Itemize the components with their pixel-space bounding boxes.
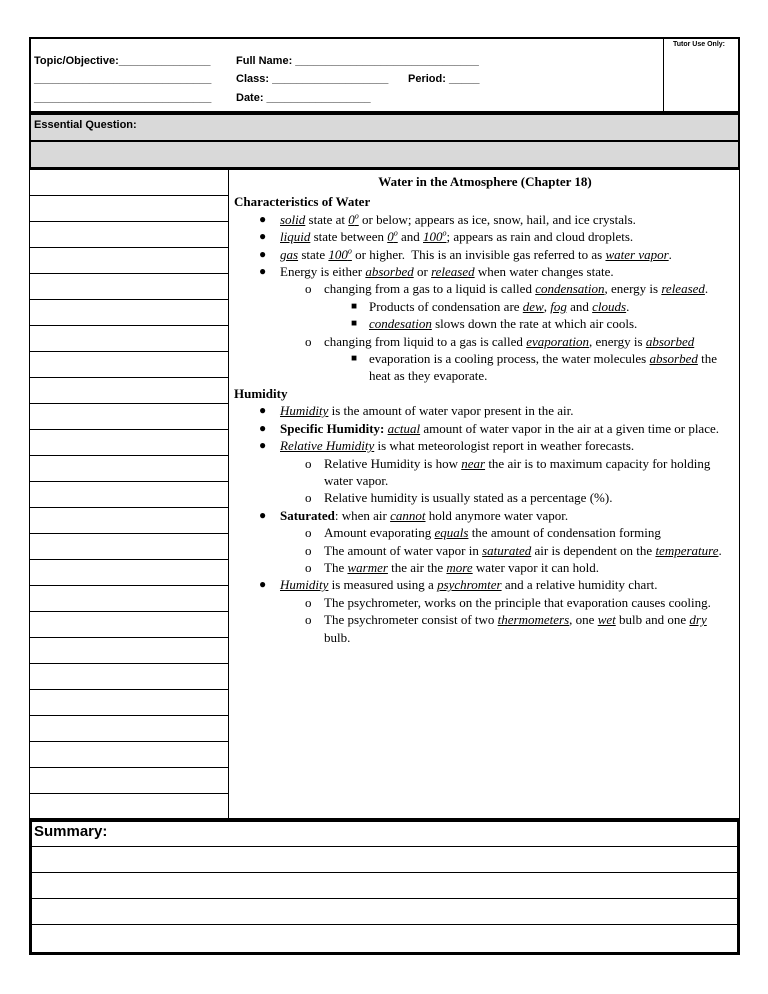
list-item: o The psychrometer consist of two thermometers, one wet bulb and one dry bulb. [305, 612, 707, 645]
list-item: ● liquid state between 0$^o$ and 100$^o$; appears as rain and cloud droplets. [259, 228, 634, 245]
cue-line[interactable] [29, 377, 228, 378]
circle-bullet-icon: o [305, 455, 312, 471]
cue-line[interactable] [29, 195, 228, 196]
bullet-icon: ● [259, 246, 267, 261]
list-item: ● Relative Humidity is what meteorologist report in weather forecasts. [259, 438, 635, 454]
cue-line[interactable] [29, 325, 228, 326]
cue-line[interactable] [29, 663, 228, 664]
cue-line[interactable] [29, 741, 228, 742]
date-field[interactable]: Date: _________________ [236, 92, 371, 104]
topic-objective-field[interactable]: Topic/Objective:_______________ [34, 55, 211, 67]
list-item: o changing from liquid to a gas is called evaporation, energy is absorbed [305, 333, 695, 349]
list-item: o Amount evaporating equals the amount of condensation forming [305, 525, 661, 541]
cue-line[interactable] [29, 273, 228, 274]
cue-line[interactable] [29, 429, 228, 430]
cue-line[interactable] [29, 221, 228, 222]
cue-line[interactable] [29, 559, 228, 560]
list-item: o Relative humidity is usually stated as a percentage (%). [305, 490, 613, 506]
tutor-use-box [663, 37, 740, 113]
cue-line[interactable] [29, 351, 228, 352]
summary-line[interactable] [29, 924, 740, 925]
summary-line[interactable] [29, 846, 740, 847]
cue-line[interactable] [29, 585, 228, 586]
circle-bullet-icon: o [305, 281, 312, 297]
summary-label: Summary: [34, 823, 108, 840]
list-item: o The warmer the air the more water vapor it can hold. [305, 559, 599, 575]
cue-line[interactable] [29, 715, 228, 716]
cue-line[interactable] [29, 533, 228, 534]
notes-content [234, 173, 736, 646]
circle-bullet-icon: o [305, 333, 312, 349]
period-field[interactable]: Period: _____ [408, 73, 480, 85]
cue-line[interactable] [29, 689, 228, 690]
list-item: ● Energy is either absorbed or released when water changes state. [259, 264, 614, 280]
section-heading: Humidity [234, 385, 288, 401]
cue-line[interactable] [29, 767, 228, 768]
essential-question-label: Essential Question: [34, 119, 137, 131]
bullet-icon: ● [259, 229, 267, 244]
bullet-icon: ● [259, 577, 267, 592]
list-item: o Relative Humidity is how near the air is to maximum capacity for holding water vapor. [305, 455, 711, 488]
bullet-icon: ● [259, 438, 267, 453]
list-item: o changing from a gas to a liquid is called condensation, energy is released. [305, 281, 709, 297]
square-bullet-icon: ■ [351, 300, 358, 312]
cue-line[interactable] [29, 611, 228, 612]
notes-title: Water in the Atmosphere (Chapter 18) [378, 174, 592, 189]
list-item: ● Humidity is measured using a psychromter and a relative humidity chart. [259, 577, 658, 593]
square-bullet-icon: ■ [351, 353, 358, 365]
list-item: ■ condesation slows down the rate at which air cools. [351, 316, 638, 332]
section-heading: Characteristics of Water [234, 194, 371, 210]
cue-column-divider [228, 169, 229, 819]
bullet-icon: ● [259, 507, 267, 522]
list-item: ■ Products of condensation are dew, fog and clouds. [351, 298, 630, 314]
topic-objective-line-3[interactable]: _____________________________ [34, 92, 212, 104]
tutor-use-label: Tutor Use Only: [673, 41, 725, 48]
circle-bullet-icon: o [305, 490, 312, 506]
circle-bullet-icon: o [305, 525, 312, 541]
list-item: o The amount of water vapor in saturated air is dependent on the temperature. [305, 542, 722, 558]
cue-line[interactable] [29, 507, 228, 508]
list-item: ● Saturated: when air cannot hold anymore water vapor. [259, 507, 569, 523]
bullet-icon: ● [259, 211, 267, 226]
bullet-icon: ● [259, 264, 267, 279]
topic-objective-line-2[interactable]: _____________________________ [34, 73, 212, 85]
circle-bullet-icon: o [305, 542, 312, 558]
list-item: ● gas state 100$^o$ or higher. This is an invisible gas referred to as water vapor. [259, 246, 672, 262]
class-field[interactable]: Class: ___________________ [236, 73, 389, 85]
circle-bullet-icon: o [305, 559, 312, 575]
cue-line[interactable] [29, 247, 228, 248]
list-item: ● Humidity is the amount of water vapor present in the air. [259, 403, 574, 419]
essential-question-divider [29, 140, 740, 142]
list-item: ● Specific Humidity: actual amount of water vapor in the air at a given time or place. [259, 420, 719, 436]
list-item: ■ evaporation is a cooling process, the water molecules absorbed the heat as they evaporate. [351, 351, 718, 384]
bullet-icon: ● [259, 403, 267, 418]
circle-bullet-icon: o [305, 594, 312, 610]
full-name-field[interactable]: Full Name: ______________________________ [236, 55, 479, 67]
cue-line[interactable] [29, 403, 228, 404]
summary-line[interactable] [29, 872, 740, 873]
list-item: ● solid state at 0$^o$ or below; appears as ice, snow, hail, and ice crystals. [259, 211, 636, 227]
list-item: o The psychrometer, works on the principle that evaporation causes cooling. [305, 594, 711, 610]
summary-line[interactable] [29, 898, 740, 899]
bullet-icon: ● [259, 420, 267, 435]
square-bullet-icon: ■ [351, 318, 358, 330]
cue-line[interactable] [29, 299, 228, 300]
circle-bullet-icon: o [305, 612, 312, 628]
cue-line[interactable] [29, 793, 228, 794]
cue-line[interactable] [29, 455, 228, 456]
cue-line[interactable] [29, 481, 228, 482]
cue-line[interactable] [29, 637, 228, 638]
summary-box [29, 819, 740, 955]
